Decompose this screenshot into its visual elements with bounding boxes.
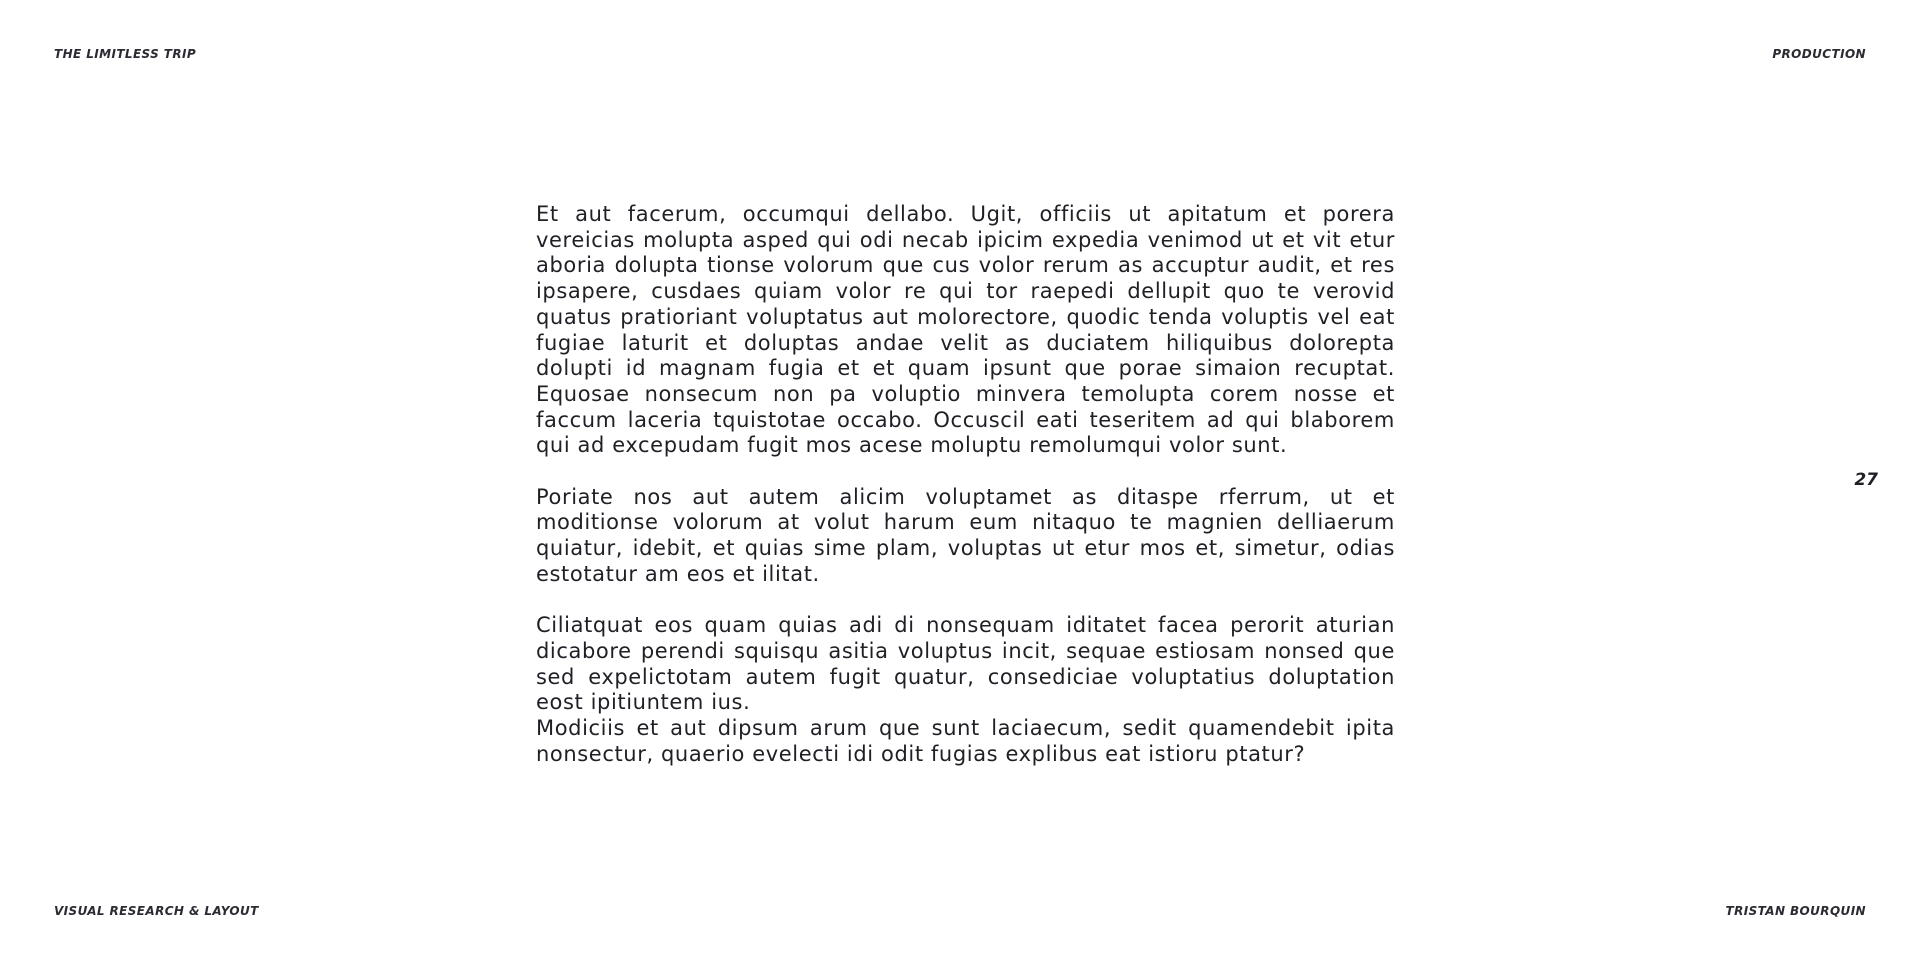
paragraph-4: Modiciis et aut dipsum arum que sunt laciaecum, sedit quamendebit ipita nonsectur, quaerio evelecti idi odit fugias explibus eat istioru ptatur? — [536, 716, 1395, 766]
header-section: PRODUCTION — [1772, 47, 1866, 61]
paragraph-1: Et aut facerum, occumqui dellabo. Ugit, officiis ut apitatum et porera vereicias molupta asped qui odi necab ipicim expedia venimod ut et vit etur aboria dolupta tionse volorum que cus volor rerum as accuptur audit, et res ipsapere, cusdaes quiam volor re qui tor raepedi dellupit quo te verovid quatus pratioriant voluptatus aut molorectore, quodic tenda voluptis vel eat fugiae laturit et doluptas andae velit as duciatem hiliquibus dolorepta dolupti id magnam fugia et et quam ipsunt que porae simaion recuptat. Equosae nonsecum non pa voluptio minvera temolupta corem nosse et faccum laceria tquistotae occabo. Occuscil eati teseritem ad qui blaborem qui ad excepudam fugit mos acese moluptu remolumqui volor sunt. — [536, 202, 1395, 458]
footer-section: VISUAL RESEARCH & LAYOUT — [54, 904, 259, 918]
header-title: THE LIMITLESS TRIP — [54, 47, 197, 61]
paragraph-2: Poriate nos aut autem alicim voluptamet as ditaspe rferrum, ut et moditionse volorum at volut harum eum nitaquo te magnien delliaerum quiatur, idebit, et quias sime plam, voluptas ut etur mos et, simetur, odias estotatur am eos et ilitat. — [536, 484, 1395, 586]
footer-author: TRISTAN BOURQUIN — [1725, 904, 1866, 918]
body-text — [536, 202, 1395, 767]
page-number: 27 — [1854, 470, 1878, 490]
paragraph-3: Ciliatquat eos quam quias adi di nonsequam iditatet facea perorit aturian dicabore perendi squisqu asitia voluptus incit, sequae estiosam nonsed que sed expelictotam autem fugit quatur, consediciae voluptatius doluptation eost ipitiuntem ius. — [536, 613, 1395, 715]
